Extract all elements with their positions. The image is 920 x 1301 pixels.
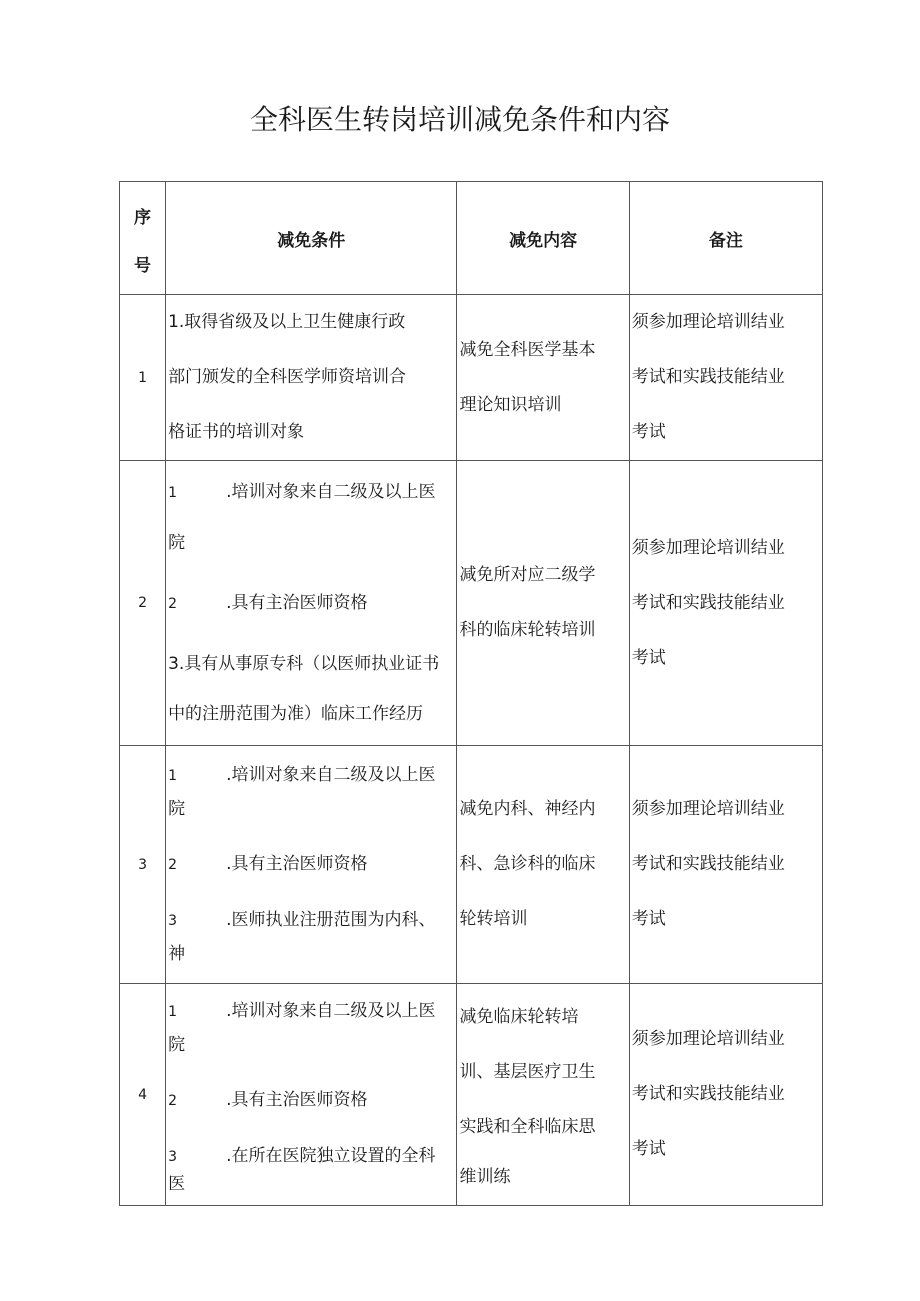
row-number: 3 — [120, 746, 166, 984]
row-number: 2 — [120, 461, 166, 746]
condition-cell: 1.取得省级及以上卫生健康行政 部门颁发的全科医学师资培训合 格证书的培训对象 — [166, 295, 457, 461]
table-row — [120, 461, 823, 746]
condition-item: 1 .培训对象来自二级及以上医 — [168, 482, 436, 502]
note-cell: 须参加理论培训结业 考试和实践技能结业 考试 — [629, 295, 822, 461]
page-title: 全科医生转岗培训减免条件和内容 — [249, 103, 670, 136]
row-number: 1 — [120, 295, 166, 461]
table-row — [120, 746, 823, 984]
header-no: 序 号 — [120, 182, 166, 295]
note-cell: 须参加理论培训结业 考试和实践技能结业 考试 — [629, 984, 822, 1206]
exemption-table — [119, 181, 823, 1206]
table-header-row — [120, 182, 823, 295]
condition-cell: 1 .培训对象来自二级及以上医 院 2 .具有主治医师资格 3 .医师执业注册范围为内科、 神 — [166, 746, 457, 984]
note-cell: 须参加理论培训结业 考试和实践技能结业 考试 — [629, 746, 822, 984]
header-condition: 减免条件 — [166, 182, 457, 295]
content-cell: 减免临床轮转培 训、基层医疗卫生 实践和全科临床思 维训练 — [457, 984, 629, 1206]
condition-item: 3 .在所在医院独立设置的全科 — [168, 1146, 436, 1166]
note-cell: 须参加理论培训结业 考试和实践技能结业 考试 — [629, 461, 822, 746]
condition-item: 1 .培训对象来自二级及以上医 — [168, 764, 436, 785]
header-content: 减免内容 — [457, 182, 629, 295]
condition-item: 1 .培训对象来自二级及以上医 — [168, 1001, 436, 1021]
table-row — [120, 295, 823, 461]
condition-cell: 1 .培训对象来自二级及以上医 院 2 .具有主治医师资格 3.具有从事原专科（以医师执业证书 中的注册范围为准）临床工作经历 — [166, 461, 457, 746]
content-cell: 减免全科医学基本 理论知识培训 — [457, 295, 629, 461]
header-note: 备注 — [629, 182, 822, 295]
content-cell: 减免所对应二级学 科的临床轮转培训 — [457, 461, 629, 746]
condition-cell: 1 .培训对象来自二级及以上医 院 2 .具有主治医师资格 3 .在所在医院独立设置的全科 医 — [166, 984, 457, 1206]
condition-item: 2 .具有主治医师资格 — [168, 1090, 368, 1110]
content-cell: 减免内科、神经内 科、急诊科的临床 轮转培训 — [457, 746, 629, 984]
condition-item: 2 .具有主治医师资格 — [168, 853, 368, 874]
row-number: 4 — [120, 984, 166, 1206]
condition-item: 3 .医师执业注册范围为内科、 — [168, 909, 436, 930]
table-row — [120, 984, 823, 1206]
condition-item: 2 .具有主治医师资格 — [168, 593, 368, 613]
